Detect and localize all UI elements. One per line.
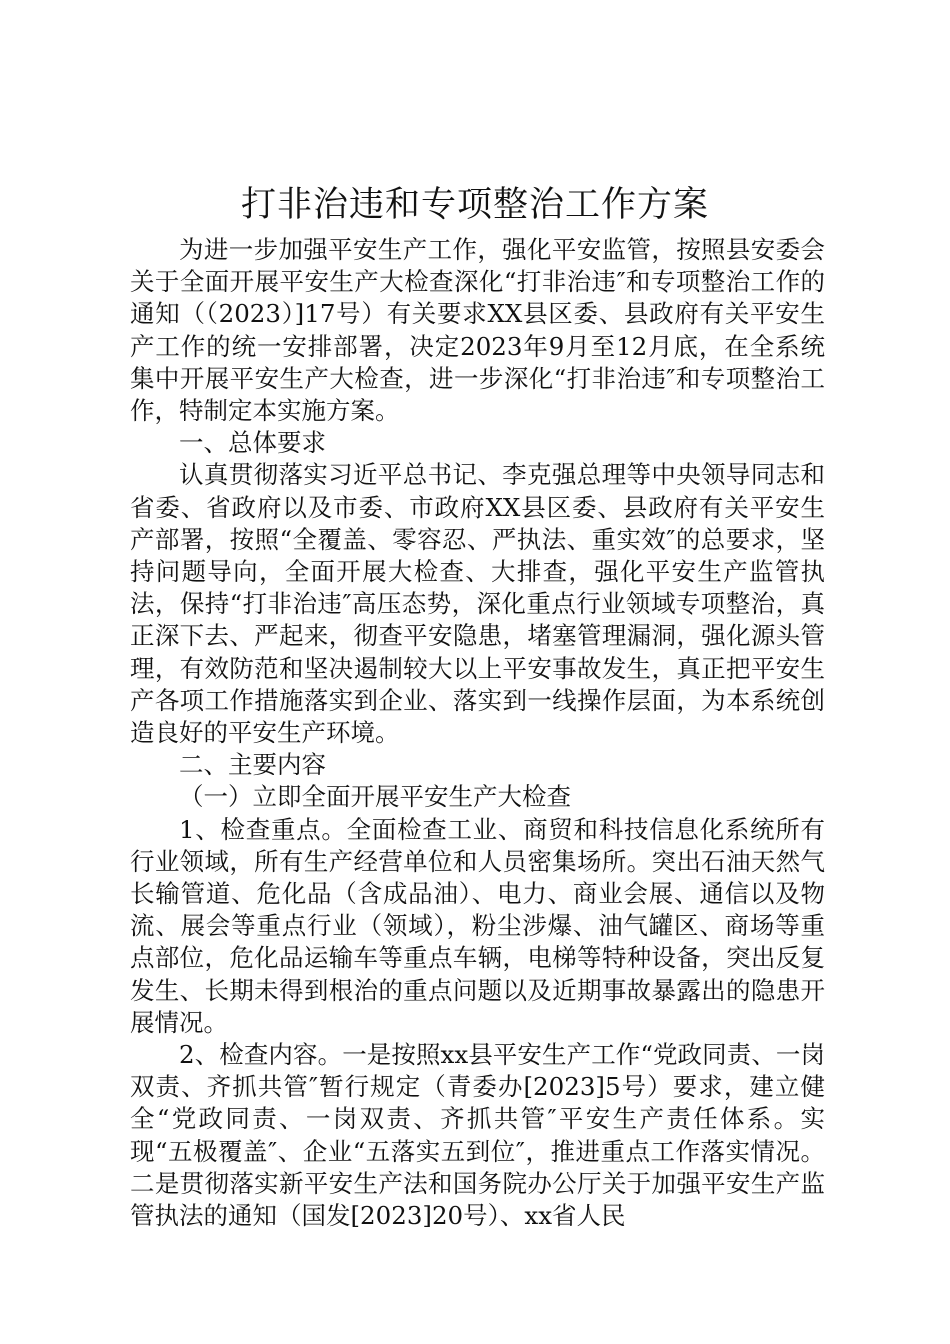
general-requirements-paragraph: 认真贯彻落实习近平总书记、李克强总理等中央领导同志和省委、省政府以及市委、市政府XX县区委、县政府有关平安生产部署，按照“全覆盖、零容忍、严执法、重实效″的总要求，坚持问题导向，全面开展大检查、大排查，强化平安生产监管执法，保持“打非治违″高压态势，深化重点行业领域专项整治，真正深下去、严起来，彻查平安隐患，堵塞管理漏洞，强化源头管理，有效防范和坚决遏制较大以上平安事故发生，真正把平安生产各项工作措施落实到企业、落实到一线操作层面，为本系统创造良好的平安生产环境。	[130, 460, 825, 748]
document-body	[130, 234, 825, 1232]
section-heading-general-requirements: 一、总体要求	[179, 428, 326, 458]
section-heading-main-content: 二、主要内容	[179, 750, 326, 780]
inspection-content-paragraph: 2、检查内容。一是按照xx县平安生产工作“党政同责、一岗双责、齐抓共管″暂行规定（青委办[2023]5号）要求，建立健全“党政同责、一岗双责、齐抓共管″平安生产责任体系。实现“五极覆盖″、企业“五落实五到位″，推进重点工作落实情况。二是贯彻落实新平安生产法和国务院办公厅关于加强平安生产监管执法的通知（国发[2023]20号）、xx省人民	[130, 1040, 825, 1231]
inspection-focus-paragraph: 1、检查重点。全面检查工业、商贸和科技信息化系统所有行业领域，所有生产经营单位和人员密集场所。突出石油天然气长输管道、危化品（含成品油）、电力、商业会展、通信以及物流、展会等重点行业（领域），粉尘涉爆、油气罐区、商场等重点部位，危化品运输车等重点车辆，电梯等特种设备，突出反复发生、长期未得到根治的重点问题以及近期事故暴露出的隐患开展情况。	[130, 814, 825, 1037]
subsection-heading-inspection: （一）立即全面开展平安生产大检查	[179, 782, 571, 812]
intro-paragraph: 为进一步加强平安生产工作，强化平安监管，按照县安委会关于全面开展平安生产大检查深化“打非治违″和专项整治工作的通知（（2023）]17号）有关要求XX县区委、县政府有关平安生产工作的统一安排部署，决定2023年9月至12月底，在全系统集中开展平安生产大检查，进一步深化“打非治违″和专项整治工作，特制定本实施方案。	[130, 235, 825, 426]
document-title: 打非治违和专项整治工作方案	[240, 185, 709, 225]
